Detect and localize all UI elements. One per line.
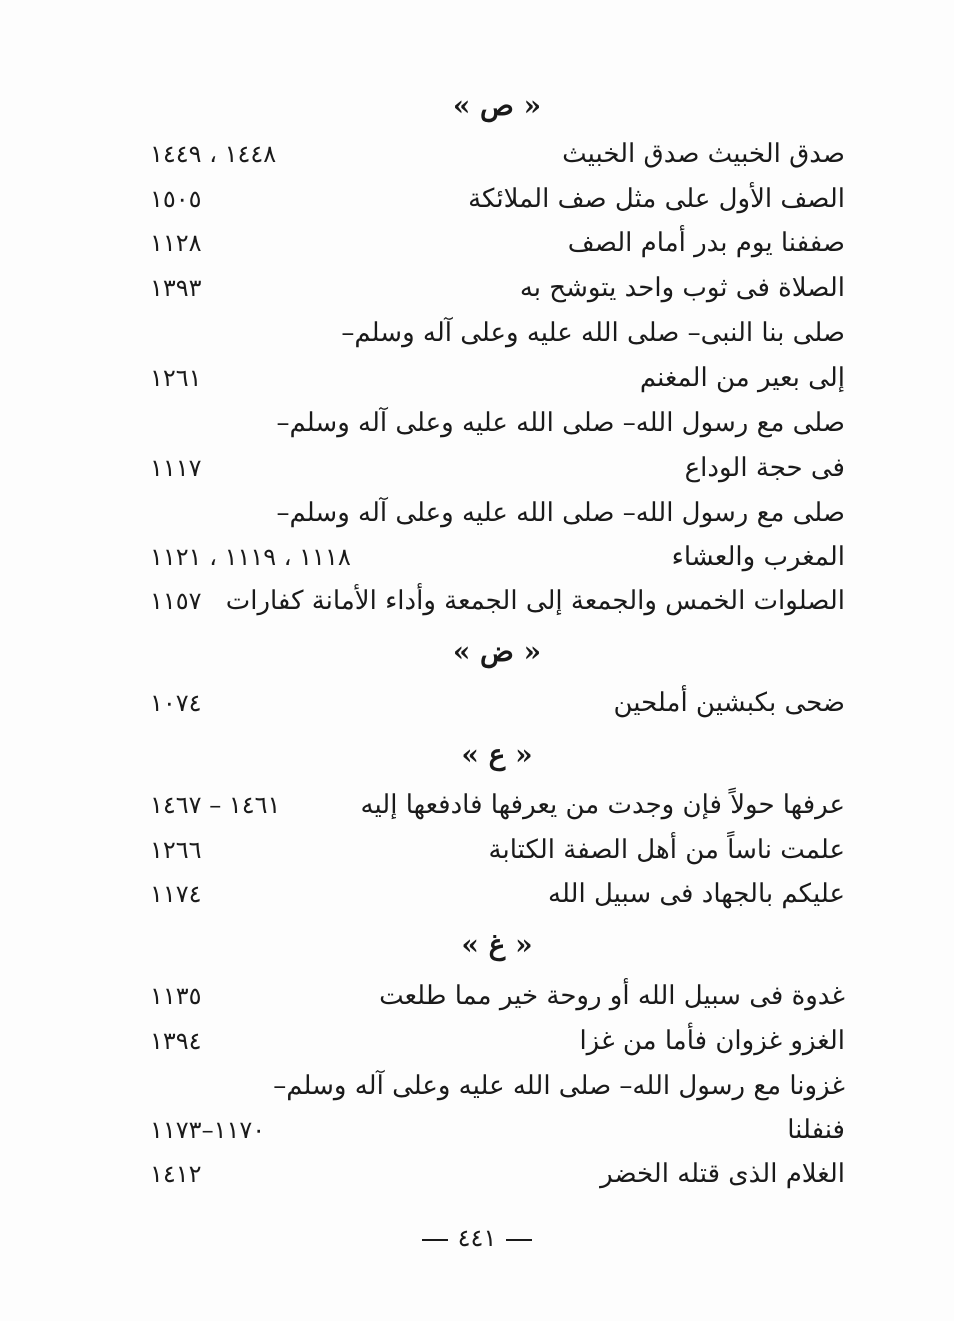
index-entry: [150, 134, 845, 174]
entry-refs: ١٣٩٣: [150, 274, 202, 302]
entry-refs: ١١٧٠–١١٧٣: [150, 1116, 266, 1144]
entry-refs: ١١٢٨: [150, 229, 202, 257]
entry-refs: ١١٧٤: [150, 880, 202, 908]
entry-phrase: الغزو غزوان فأما من غزا: [579, 1026, 845, 1056]
entry-phrase: ضحى بكبشين أملحين: [613, 688, 845, 718]
entry-phrase: الغلام الذى قتله الخضر: [600, 1159, 845, 1189]
entry-phrase: المغرب والعشاء: [671, 542, 845, 572]
index-entry: [150, 683, 845, 723]
index-entry: [150, 1021, 845, 1061]
footer-dash-right: [506, 1239, 532, 1241]
index-entry: [150, 358, 845, 398]
entry-phrase: الصف الأول على مثل صف الملائكة: [468, 184, 845, 214]
entry-refs: ١١٥٧: [150, 587, 202, 615]
entry-phrase: غزونا مع رسول الله– صلى الله عليه وعلى آله وسلم–: [273, 1071, 845, 1101]
index-entry: [150, 223, 845, 263]
section-header-dad: « ض »: [452, 635, 542, 668]
page-number: ٤٤١: [457, 1224, 497, 1252]
entry-phrase: الصلوات الخمس والجمعة إلى الجمعة وأداء الأمانة كفارات: [225, 586, 845, 616]
entry-refs: ١٠٧٤: [150, 689, 202, 717]
index-entry: [150, 403, 845, 443]
entry-refs: ١٢٦١: [150, 364, 202, 392]
index-entry: [150, 581, 845, 621]
index-entry: [150, 537, 845, 577]
entry-refs: ١٣٩٤: [150, 1027, 202, 1055]
footer-dash-left: [422, 1239, 448, 1241]
entry-phrase: إلى بعير من المغنم: [639, 363, 845, 393]
index-entry: [150, 313, 845, 353]
entry-refs: ١٤٤٨ ، ١٤٤٩: [150, 140, 277, 168]
entry-refs: ١١١٧: [150, 454, 202, 482]
entry-phrase: عليكم بالجهاد فى سبيل الله: [548, 879, 845, 909]
entry-phrase: صدق الخبيث صدق الخبيث: [562, 139, 845, 169]
section-header-ghain: « غ »: [461, 928, 533, 961]
entry-phrase: علمت ناساً من أهل الصفة الكتابة: [488, 835, 845, 865]
index-entry: [150, 1154, 845, 1194]
entry-phrase: صففنا يوم بدر أمام الصف: [567, 228, 845, 258]
index-entry: [150, 976, 845, 1016]
entry-refs: ١١١٨ ، ١١١٩ ، ١١٢١: [150, 543, 351, 571]
entry-phrase: فنفلنا: [787, 1115, 845, 1145]
index-entry: [150, 785, 845, 825]
index-entry: [150, 874, 845, 914]
index-entry: [150, 493, 845, 533]
entry-refs: ١٢٦٦: [150, 836, 202, 864]
index-entry: [150, 179, 845, 219]
entry-phrase: الصلاة فى ثوب واحد يتوشح به: [519, 273, 845, 303]
index-entry: [150, 448, 845, 488]
entry-phrase: صلى مع رسول الله– صلى الله عليه وعلى آله وسلم–: [276, 408, 845, 438]
section-header-ain: « ع »: [461, 738, 533, 771]
entry-phrase: فى حجة الوداع: [684, 453, 845, 483]
section-header-sad: « ص »: [452, 89, 542, 122]
index-entry: [150, 268, 845, 308]
entry-refs: ١٤٦١ – ١٤٦٧: [150, 791, 281, 819]
entry-phrase: صلى مع رسول الله– صلى الله عليه وعلى آله وسلم–: [276, 498, 845, 528]
entry-phrase: عرفها حولاً فإن وجدت من يعرفها فادفعها إليه: [360, 790, 845, 820]
index-entry: [150, 830, 845, 870]
entry-refs: ١٥٠٥: [150, 185, 202, 213]
entry-refs: ١٤١٢: [150, 1160, 202, 1188]
entry-phrase: غدوة فى سبيل الله أو روحة خير مما طلعت: [379, 981, 845, 1011]
entry-phrase: صلى بنا النبى– صلى الله عليه وعلى آله وسلم–: [341, 318, 845, 348]
index-entry: [150, 1110, 845, 1150]
entry-refs: ١١٣٥: [150, 982, 202, 1010]
page-footer: [0, 1222, 954, 1254]
index-entry: [150, 1066, 845, 1106]
